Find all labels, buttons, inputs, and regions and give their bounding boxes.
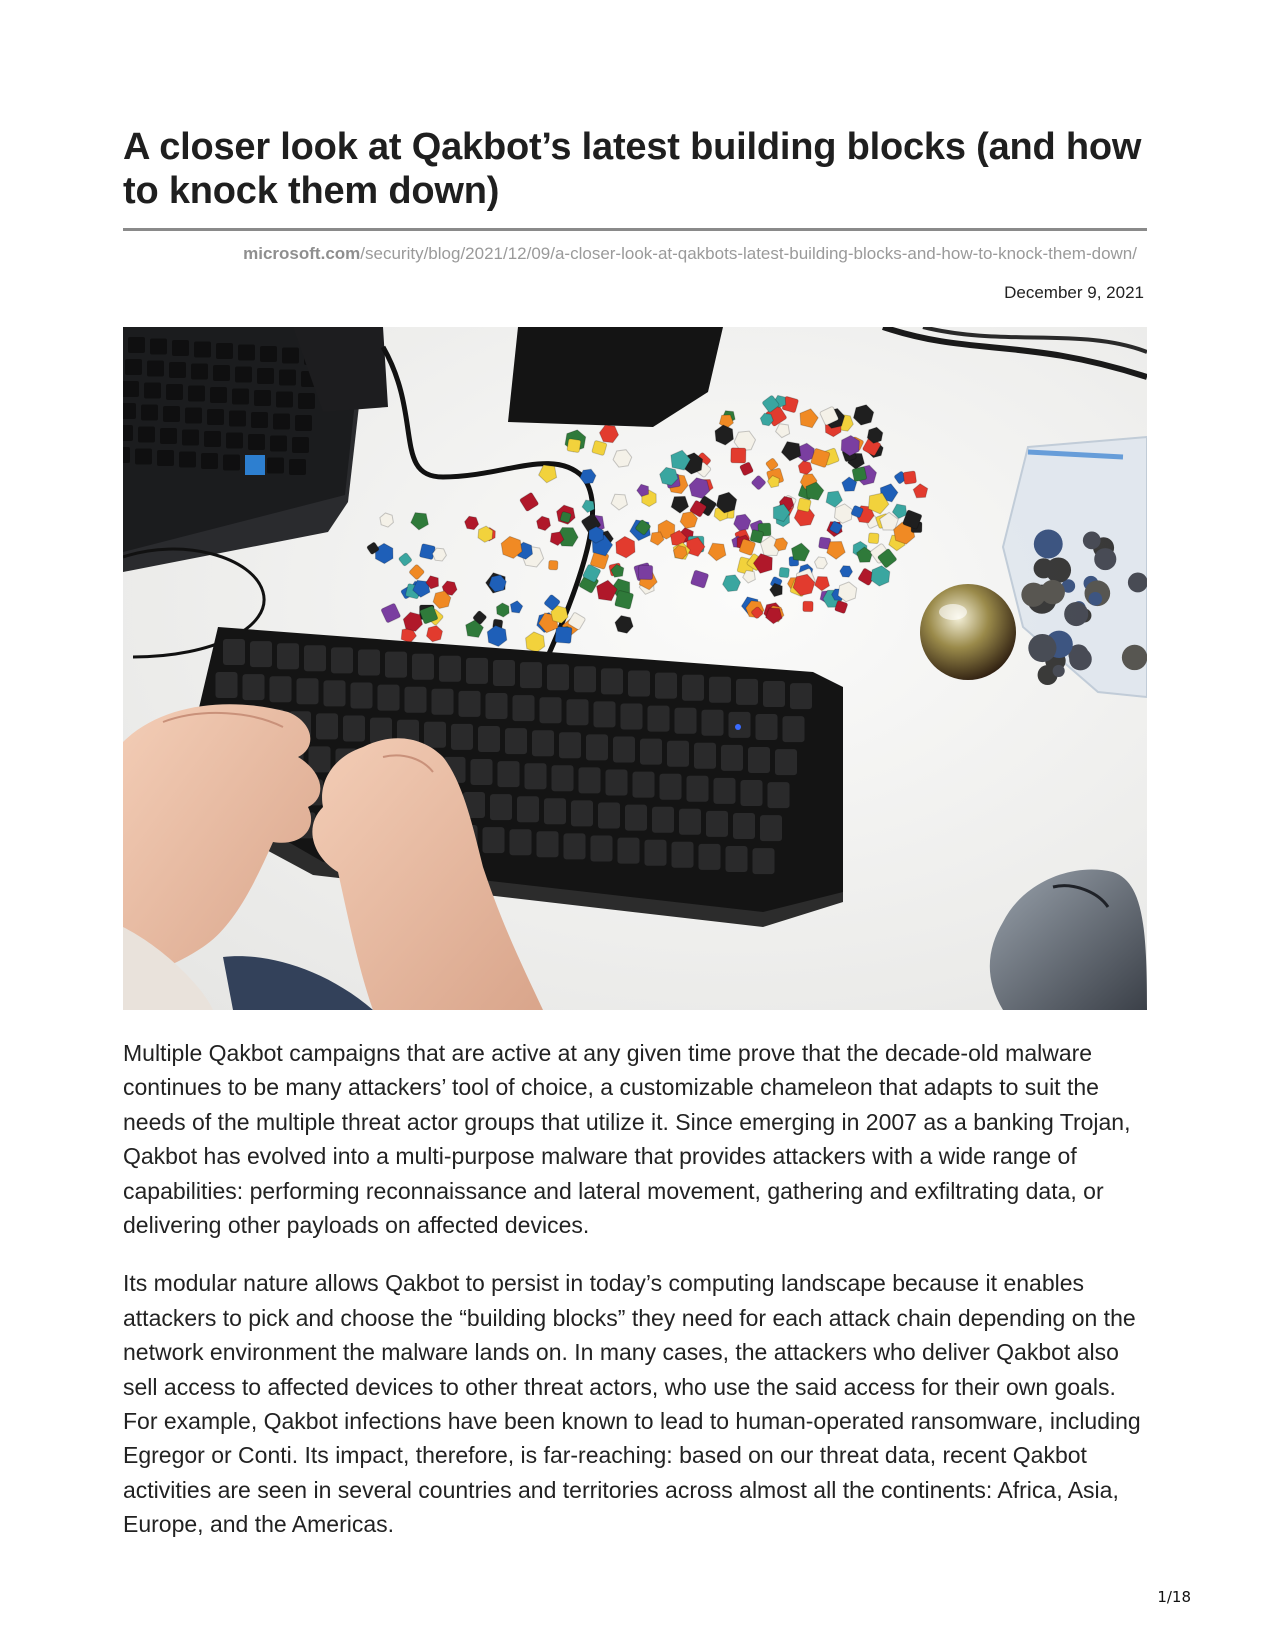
source-path: /security/blog/2021/12/09/a-closer-look-at-qakbots-latest-building-blocks-and-how-to-knock-them-down/ [360,244,1137,263]
die [840,566,853,577]
die [868,533,879,544]
paragraph-1: Multiple Qakbot campaigns that are active at any given time prove that the decade-old malware continues to be many attackers’ tool of choice, a customizable chameleon that adapts to suit the needs of the multiple threat actor groups that utilize it. Since emerging in 2007 as a banking Trojan, Qakbot has evolved into a multi-purpose malware that provides attackers with a wide range of capabilities: performing reconnaissance and lateral movement, gathering and exfiltrating data, or delivering other payloads on affected devices. [123,1040,1131,1239]
page-number: 1/18 [1157,1588,1191,1606]
die [548,560,558,570]
article-title: A closer look at Qakbot’s latest building blocks (and how to knock them down) [123,126,1142,212]
die [592,440,607,455]
die [903,471,917,485]
die [497,603,510,617]
article-body [123,1036,1147,1542]
die [638,565,652,579]
title-divider [123,228,1147,231]
die [779,567,789,577]
die [555,626,572,643]
die [615,590,634,609]
paragraph-2: Its modular nature allows Qakbot to persist in today’s computing landscape because it enables attackers to pick and choose the “building blocks” they need for each attack chain depending on the network environment the malware lands on. In many cases, the attackers who deliver Qakbot also sell access to affected devices to other threat actors, who use the said access for their own goals. For example, Qakbot infections have been known to lead to human-operated ransomware, including Egregor or Conti. Its impact, therefore, is far-reaching: based on our threat data, recent Qakbot activities are seen in several countries and territories across almost all the continents: Africa, Asia, Europe, and the Americas. [123,1270,1141,1538]
die [797,498,811,512]
publish-date: December 9, 2021 [1004,283,1144,302]
die [803,601,813,611]
die [560,511,572,523]
die [375,543,393,563]
hero-image [123,327,1147,1010]
die [852,467,867,482]
die [731,448,746,463]
article-page [123,125,1147,1566]
die [419,544,435,560]
source-url[interactable] [123,243,1147,265]
source-domain: microsoft.com [243,244,361,263]
intel-sticker [245,455,265,475]
die [567,439,581,453]
die [589,527,604,544]
glass-orb [920,584,1016,680]
hero-photo-illustration [123,327,1147,1010]
